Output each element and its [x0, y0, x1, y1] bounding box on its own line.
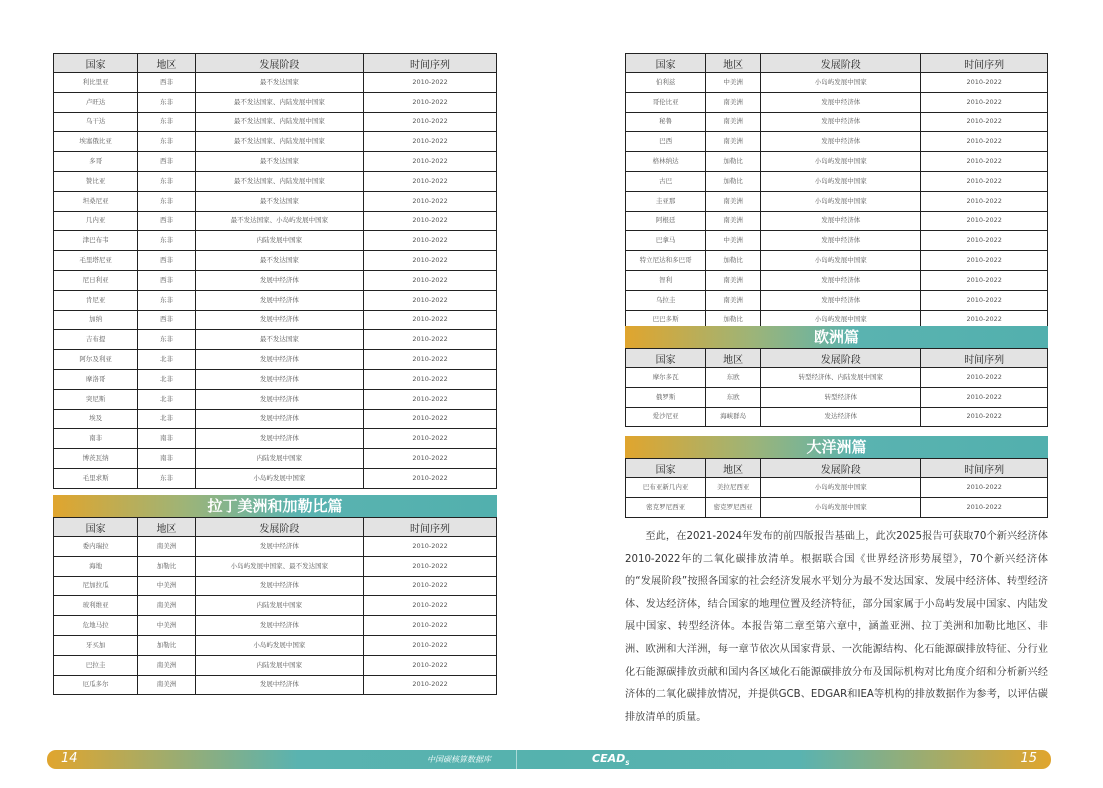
table-row: [626, 211, 1048, 231]
table-cell: 内陆发展中国家: [195, 596, 363, 616]
table-cell: 加勒比: [706, 310, 761, 330]
table-cell: 2010-2022: [364, 429, 497, 449]
section-banner: 大洋洲篇: [625, 436, 1048, 458]
table-row: [626, 132, 1048, 152]
table-cell: 摩洛哥: [54, 369, 138, 389]
table-row: [54, 251, 497, 271]
table-row: [626, 251, 1048, 271]
table-cell: 巴拿马: [626, 231, 706, 251]
table-cell: 南美洲: [706, 112, 761, 132]
table-row: [54, 310, 497, 330]
table-row: [54, 92, 497, 112]
table-cell: 埃塞俄比亚: [54, 132, 138, 152]
table-cell: 发展中经济体: [761, 112, 921, 132]
table-cell: 2010-2022: [921, 368, 1048, 388]
column-header: 地区: [706, 349, 761, 368]
table-cell: 内陆发展中国家: [195, 655, 363, 675]
table-cell: 2010-2022: [364, 152, 497, 172]
table-row: [54, 350, 497, 370]
table-cell: 发展中经济体: [195, 429, 363, 449]
table-row: [626, 112, 1048, 132]
europe-section: [625, 326, 1048, 427]
table-cell: 埃及: [54, 409, 138, 429]
table-cell: 2010-2022: [364, 112, 497, 132]
cead-logo: [592, 752, 630, 767]
column-header: 时间序列: [364, 518, 497, 537]
table-row: [54, 635, 497, 655]
table-cell: 小岛屿发展中国家: [195, 635, 363, 655]
table-cell: 最不发达国家: [195, 330, 363, 350]
table-cell: 南美洲: [706, 270, 761, 290]
section-banner: 欧洲篇: [625, 326, 1048, 348]
table-row: [54, 112, 497, 132]
table-cell: 南美洲: [138, 675, 196, 695]
table-cell: 北非: [138, 409, 196, 429]
table-cell: 博茨瓦纳: [54, 449, 138, 469]
column-header: 地区: [706, 459, 761, 478]
table-cell: 2010-2022: [921, 497, 1048, 517]
table-cell: 发展中经济体: [195, 537, 363, 557]
column-header: 发展阶段: [761, 54, 921, 73]
table-cell: 2010-2022: [921, 231, 1048, 251]
table-cell: 乌拉圭: [626, 290, 706, 310]
column-header: 时间序列: [921, 459, 1048, 478]
table-cell: 委内瑞拉: [54, 537, 138, 557]
table-cell: 2010-2022: [364, 310, 497, 330]
table-cell: 加纳: [54, 310, 138, 330]
table-cell: 西非: [138, 152, 196, 172]
table-row: [626, 92, 1048, 112]
column-header: 地区: [706, 54, 761, 73]
table-cell: 发展中经济体: [761, 211, 921, 231]
header-row: [54, 54, 497, 73]
table-cell: 转型经济体、内陆发展中国家: [761, 368, 921, 388]
table-cell: 最不发达国家: [195, 251, 363, 271]
column-header: 国家: [54, 54, 138, 73]
table-cell: 2010-2022: [364, 92, 497, 112]
table-cell: 巴西: [626, 132, 706, 152]
table-row: [626, 152, 1048, 172]
table-cell: 2010-2022: [921, 270, 1048, 290]
table-cell: 东非: [138, 468, 196, 488]
table-cell: 2010-2022: [364, 635, 497, 655]
table-cell: 最不发达国家: [195, 73, 363, 93]
logo-sub: S: [625, 760, 630, 768]
table-cell: 发展中经济体: [195, 310, 363, 330]
table-cell: 内陆发展中国家: [195, 231, 363, 251]
database-name: 中国碳核算数据库: [427, 755, 491, 764]
table-cell: 伯利兹: [626, 73, 706, 93]
table-row: [54, 270, 497, 290]
oceania-section: [625, 436, 1048, 518]
table-cell: 西非: [138, 211, 196, 231]
table-cell: 加勒比: [706, 171, 761, 191]
table-cell: 南美洲: [706, 92, 761, 112]
table-row: [626, 231, 1048, 251]
table-cell: 危地马拉: [54, 616, 138, 636]
column-header: 发展阶段: [761, 459, 921, 478]
table-cell: 乌干达: [54, 112, 138, 132]
table-cell: 2010-2022: [921, 387, 1048, 407]
column-header: 发展阶段: [195, 518, 363, 537]
table-cell: 多哥: [54, 152, 138, 172]
table-cell: 北非: [138, 350, 196, 370]
table-cell: 发展中经济体: [195, 389, 363, 409]
table-cell: 2010-2022: [364, 330, 497, 350]
table-cell: 东非: [138, 191, 196, 211]
table-cell: 玻利维亚: [54, 596, 138, 616]
table-cell: 西非: [138, 270, 196, 290]
column-header: 发展阶段: [195, 54, 363, 73]
table-cell: 密克罗尼西亚: [626, 497, 706, 517]
column-header: 发展阶段: [761, 349, 921, 368]
table-cell: 西非: [138, 310, 196, 330]
table-row: [54, 330, 497, 350]
logo-text: CEAD: [592, 752, 626, 765]
table-row: [626, 191, 1048, 211]
table-cell: 加勒比: [138, 556, 196, 576]
table-cell: 古巴: [626, 171, 706, 191]
table-cell: 发展中经济体: [195, 369, 363, 389]
table-cell: 最不发达国家、内陆发展中国家: [195, 112, 363, 132]
table-cell: 2010-2022: [364, 231, 497, 251]
table-cell: 加勒比: [706, 251, 761, 271]
table-row: [54, 675, 497, 695]
table-row: [54, 596, 497, 616]
table-cell: 南美洲: [138, 655, 196, 675]
table-row: [626, 478, 1048, 498]
table-cell: 北非: [138, 369, 196, 389]
table-cell: 2010-2022: [364, 73, 497, 93]
table-cell: 2010-2022: [921, 251, 1048, 271]
table-cell: 2010-2022: [921, 310, 1048, 330]
table-cell: 尼加拉瓜: [54, 576, 138, 596]
table-cell: 东非: [138, 112, 196, 132]
latam-section: [53, 495, 497, 695]
table-cell: 小岛屿发展中国家: [195, 468, 363, 488]
table-cell: 2010-2022: [364, 290, 497, 310]
table-cell: 中美洲: [138, 616, 196, 636]
table-cell: 俄罗斯: [626, 387, 706, 407]
table-cell: 南美洲: [138, 537, 196, 557]
table-row: [54, 449, 497, 469]
table-cell: 几内亚: [54, 211, 138, 231]
table-row: [54, 556, 497, 576]
table-cell: 发展中经济体: [761, 270, 921, 290]
table-cell: 2010-2022: [364, 449, 497, 469]
table-cell: 2010-2022: [364, 191, 497, 211]
table-cell: 东非: [138, 290, 196, 310]
table-cell: 海峡群岛: [706, 407, 761, 427]
table-cell: 阿根廷: [626, 211, 706, 231]
table-cell: 2010-2022: [921, 171, 1048, 191]
table-row: [626, 73, 1048, 93]
table-row: [626, 171, 1048, 191]
table-cell: 加勒比: [706, 152, 761, 172]
table-cell: 哥伦比亚: [626, 92, 706, 112]
table-cell: 发展中经济体: [761, 290, 921, 310]
table-cell: 厄瓜多尔: [54, 675, 138, 695]
table-cell: 东欧: [706, 368, 761, 388]
table-cell: 2010-2022: [364, 350, 497, 370]
table-cell: 2010-2022: [364, 171, 497, 191]
table-cell: 2010-2022: [921, 211, 1048, 231]
table-row: [54, 290, 497, 310]
table-cell: 巴拉圭: [54, 655, 138, 675]
table-row: [626, 407, 1048, 427]
table-cell: 格林纳达: [626, 152, 706, 172]
table-cell: 爱沙尼亚: [626, 407, 706, 427]
table-row: [626, 270, 1048, 290]
table-cell: 东欧: [706, 387, 761, 407]
table-cell: 巴布亚新几内亚: [626, 478, 706, 498]
table-cell: 东非: [138, 171, 196, 191]
table-cell: 发展中经济体: [761, 231, 921, 251]
table-row: [54, 429, 497, 449]
table-cell: 圭亚那: [626, 191, 706, 211]
table-row: [54, 231, 497, 251]
table-cell: 津巴布韦: [54, 231, 138, 251]
table-cell: 小岛屿发展中国家: [761, 497, 921, 517]
table-cell: 内陆发展中国家: [195, 449, 363, 469]
table-row: [54, 389, 497, 409]
table-cell: 发展中经济体: [761, 92, 921, 112]
column-header: 国家: [54, 518, 138, 537]
table-cell: 坦桑尼亚: [54, 191, 138, 211]
table-cell: 南非: [138, 449, 196, 469]
table-row: [54, 152, 497, 172]
table-cell: 秘鲁: [626, 112, 706, 132]
table-cell: 南美洲: [706, 290, 761, 310]
table-cell: 2010-2022: [364, 251, 497, 271]
table-cell: 密克罗尼西亚: [706, 497, 761, 517]
table-cell: 2010-2022: [921, 191, 1048, 211]
table-cell: 发展中经济体: [195, 675, 363, 695]
table-cell: 小岛屿发展中国家: [761, 152, 921, 172]
table-cell: 2010-2022: [921, 478, 1048, 498]
table-cell: 2010-2022: [921, 92, 1048, 112]
table-row: [54, 655, 497, 675]
table-row: [54, 576, 497, 596]
table-cell: 南美洲: [706, 132, 761, 152]
table-row: [54, 409, 497, 429]
table-cell: 2010-2022: [364, 556, 497, 576]
table-cell: 小岛屿发展中国家、最不发达国家: [195, 556, 363, 576]
table-row: [626, 497, 1048, 517]
table-cell: 2010-2022: [921, 112, 1048, 132]
table-cell: 卢旺达: [54, 92, 138, 112]
table-cell: 南非: [54, 429, 138, 449]
table-cell: 利比里亚: [54, 73, 138, 93]
column-header: 国家: [626, 349, 706, 368]
table-cell: 最不发达国家、内陆发展中国家: [195, 132, 363, 152]
page-number-right: 15: [1020, 751, 1037, 766]
table-cell: 最不发达国家、内陆发展中国家: [195, 171, 363, 191]
table-row: [54, 616, 497, 636]
table-cell: 2010-2022: [364, 468, 497, 488]
column-header: 时间序列: [921, 54, 1048, 73]
table-cell: 中美洲: [138, 576, 196, 596]
table-row: [626, 368, 1048, 388]
table-cell: 2010-2022: [364, 675, 497, 695]
table-cell: 中美洲: [706, 73, 761, 93]
table-cell: 2010-2022: [364, 389, 497, 409]
table-cell: 最不发达国家: [195, 152, 363, 172]
country-table: [53, 517, 497, 695]
table-cell: 小岛屿发展中国家: [761, 251, 921, 271]
page-number-left: 14: [61, 751, 78, 766]
table-cell: 小岛屿发展中国家: [761, 191, 921, 211]
table-cell: 西非: [138, 73, 196, 93]
table-cell: 智利: [626, 270, 706, 290]
table-cell: 2010-2022: [364, 211, 497, 231]
table-cell: 南美洲: [706, 211, 761, 231]
table-row: [54, 132, 497, 152]
table-cell: 毛里塔尼亚: [54, 251, 138, 271]
table-cell: 巴巴多斯: [626, 310, 706, 330]
page-footer: [47, 750, 1051, 769]
table-cell: 西非: [138, 251, 196, 271]
table-row: [54, 191, 497, 211]
table-cell: 牙买加: [54, 635, 138, 655]
table-cell: 转型经济体: [761, 387, 921, 407]
table-cell: 东非: [138, 231, 196, 251]
table-cell: 最不发达国家: [195, 191, 363, 211]
africa-table-block: [53, 53, 497, 489]
table-cell: 2010-2022: [364, 596, 497, 616]
table-cell: 2010-2022: [364, 409, 497, 429]
table-cell: 发展中经济体: [195, 409, 363, 429]
table-row: [54, 537, 497, 557]
table-cell: 南美洲: [706, 191, 761, 211]
table-cell: 东非: [138, 330, 196, 350]
table-cell: 中美洲: [706, 231, 761, 251]
section-banner: 拉丁美洲和加勒比篇: [53, 495, 497, 517]
header-row: [626, 54, 1048, 73]
footer-divider: [516, 750, 517, 769]
table-cell: 小岛屿发展中国家: [761, 478, 921, 498]
table-cell: 突尼斯: [54, 389, 138, 409]
table-cell: 发展中经济体: [195, 290, 363, 310]
header-row: [626, 349, 1048, 368]
table-row: [54, 171, 497, 191]
table-cell: 海地: [54, 556, 138, 576]
table-cell: 阿尔及利亚: [54, 350, 138, 370]
table-cell: 发展中经济体: [761, 132, 921, 152]
table-cell: 毛里求斯: [54, 468, 138, 488]
table-cell: 南非: [138, 429, 196, 449]
column-header: 地区: [138, 518, 196, 537]
table-cell: 东非: [138, 132, 196, 152]
table-cell: 加勒比: [138, 635, 196, 655]
table-row: [54, 73, 497, 93]
latam-continued-block: [625, 53, 1048, 330]
table-cell: 北非: [138, 389, 196, 409]
table-cell: 吉布提: [54, 330, 138, 350]
country-table: [625, 348, 1048, 427]
table-cell: 小岛屿发展中国家: [761, 171, 921, 191]
table-cell: 2010-2022: [921, 132, 1048, 152]
country-table: [53, 53, 497, 489]
table-row: [626, 290, 1048, 310]
column-header: 国家: [626, 54, 706, 73]
country-table: [625, 53, 1048, 330]
table-cell: 2010-2022: [364, 616, 497, 636]
table-cell: 摩尔多瓦: [626, 368, 706, 388]
table-cell: 美拉尼西亚: [706, 478, 761, 498]
table-cell: 最不发达国家、内陆发展中国家: [195, 92, 363, 112]
column-header: 地区: [138, 54, 196, 73]
table-cell: 东非: [138, 92, 196, 112]
table-cell: 2010-2022: [364, 576, 497, 596]
table-cell: 发展中经济体: [195, 350, 363, 370]
table-cell: 2010-2022: [364, 369, 497, 389]
table-cell: 2010-2022: [921, 152, 1048, 172]
table-row: [54, 211, 497, 231]
table-row: [54, 468, 497, 488]
country-table: [625, 458, 1048, 518]
table-cell: 赞比亚: [54, 171, 138, 191]
header-row: [626, 459, 1048, 478]
table-cell: 南美洲: [138, 596, 196, 616]
table-cell: 发达经济体: [761, 407, 921, 427]
table-cell: 特立尼达和多巴哥: [626, 251, 706, 271]
table-cell: 小岛屿发展中国家: [761, 310, 921, 330]
table-cell: 发展中经济体: [195, 616, 363, 636]
table-cell: 2010-2022: [364, 270, 497, 290]
table-cell: 2010-2022: [921, 73, 1048, 93]
summary-paragraph: 至此，在2021-2024年发布的前四版报告基础上，此次2025报告可获取70个新兴经济体2010-2022年的二氧化碳排放清单。根据联合国《世界经济形势展望》，70个新兴经济体的“发展阶段”按照各国家的社会经济发展水平划分为最不发达国家、发展中经济体、转型经济体、发达经济体，结合国家的地理位置及经济特征，部分国家属于小岛屿发展中国家、内陆发展中国家、转型经济体。本报告第二章至第六章中，涵盖亚洲、拉丁美洲和加勒比地区、非洲、欧洲和大洋洲，每一章节依次从国家背景、一次能源结构、化石能源碳排放特征、分行业化石能源碳排放贡献和国内各区域化石能源碳排放分布及国际机构对比角度介绍和分析新兴经济体的二氧化碳排放情况，并提供GCB、EDGAR和IEA等机构的排放数据作为参考，以评估碳排放清单的质量。: [625, 531, 1048, 723]
table-cell: 2010-2022: [921, 407, 1048, 427]
table-cell: 尼日利亚: [54, 270, 138, 290]
column-header: 时间序列: [364, 54, 497, 73]
table-row: [54, 369, 497, 389]
table-cell: 2010-2022: [364, 537, 497, 557]
table-cell: 2010-2022: [364, 132, 497, 152]
table-cell: 发展中经济体: [195, 270, 363, 290]
column-header: 国家: [626, 459, 706, 478]
table-cell: 2010-2022: [921, 290, 1048, 310]
table-cell: 2010-2022: [364, 655, 497, 675]
table-row: [626, 387, 1048, 407]
table-cell: 肯尼亚: [54, 290, 138, 310]
header-row: [54, 518, 497, 537]
column-header: 时间序列: [921, 349, 1048, 368]
table-cell: 发展中经济体: [195, 576, 363, 596]
table-cell: 小岛屿发展中国家: [761, 73, 921, 93]
table-cell: 最不发达国家、小岛屿发展中国家: [195, 211, 363, 231]
